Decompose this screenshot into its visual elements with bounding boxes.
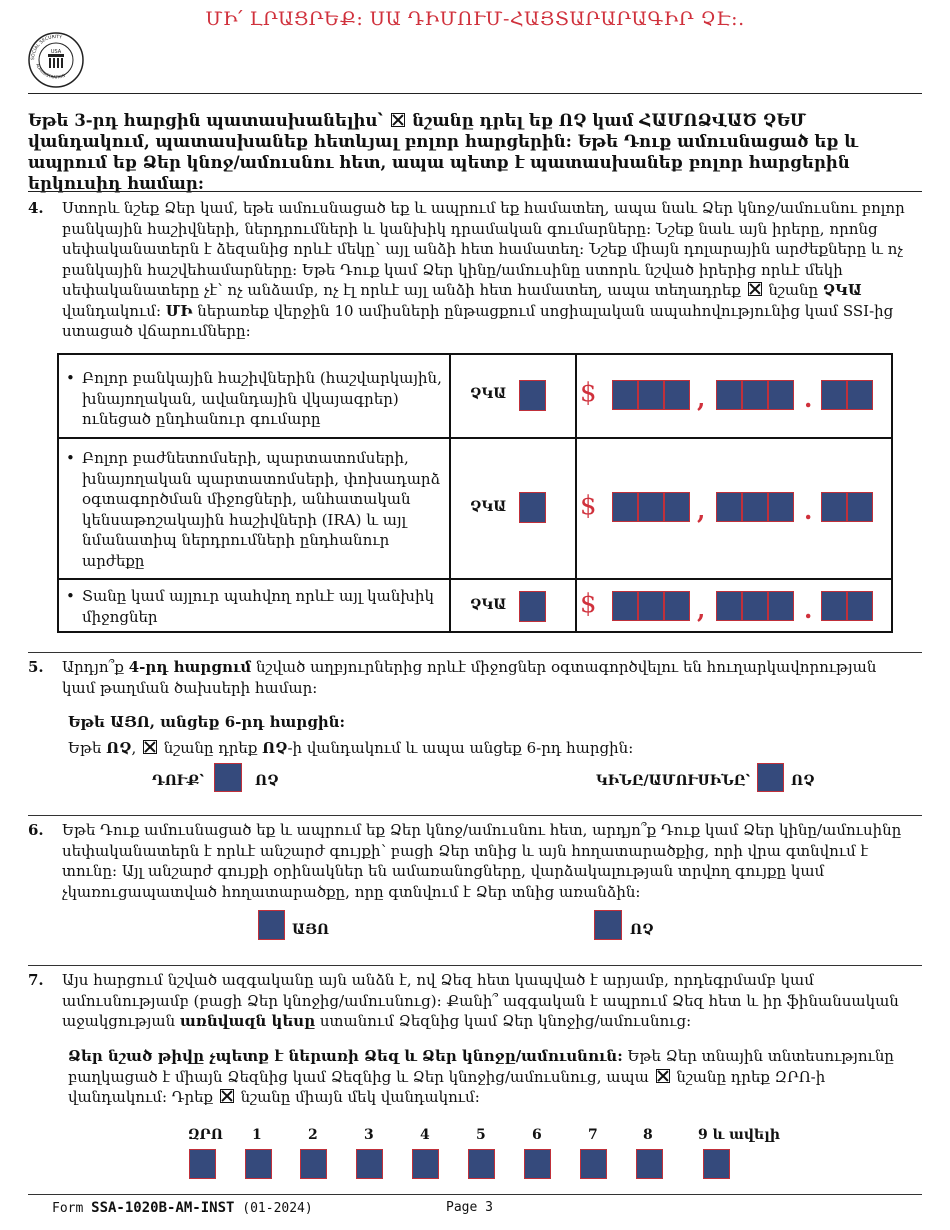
q5-you-no-label: ՈՉ (255, 773, 279, 789)
q7-count-label-3: 3 (364, 1127, 374, 1143)
q7-count-8-checkbox[interactable] (636, 1149, 663, 1179)
q7-count-9-plus-checkbox[interactable] (703, 1149, 730, 1179)
q5-spouse-no-checkbox[interactable] (757, 763, 784, 792)
q5-yes-instruction: Եթե ԱՅՈ, անցեք 6-րդ հարցին: (68, 713, 346, 731)
q4-text: Ստորև նշեք Ձեր կամ, եթե ամուսնացած եք և ապրում եք համատեղ, ապա նաև Ձեր կնոջ/ամուսնու բոլոր բանկային հաշիվների, ներդրումների և կանխիկ դրամական գումարները: Նշեք նաև այն իրերը, որոնց սեփականատերն է ձեզանից որևէ մեկը՝ այլ անձի հետ համատեղ: Նշեք միայն դոլարային արժեքները և ոչ բանկային հաշվեհամարները: Եթե Դուք կամ Ձեր կինը/ամուսինը ստորև նշված իրերից որևէ մեկի սեփականատերը չէ՝ ոչ անձամբ, ոչ էլ որևէ այլ անձի հետ համատեղ, ապա տեղադրեք նշանը ՉԿԱ վանդակում: ՄԻ ներառեք վերջին 10 ամիսների ընթացքում սոցիալական ապահովությունից կամ SSI-ից ստացած վճարումները: (62, 199, 905, 340)
q7-text: Այս հարցում նշված ազգականը այն անձն է, ով Ձեզ հետ կապված է արյամբ, որդեգրմամբ կամ ամուսնությամբ (բացի Ձեր կնոջից/ամուսնուց): Քանի՞ ազգական է ապրում Ձեզ հետ և իր ֆինանսական աջակցության առնվազն կեսը ստանում Ձեզնից կամ Ձեր կնոջից/ամուսնուց: (62, 971, 899, 1030)
q7-count-label-zero: ԶՐՈ (188, 1127, 223, 1143)
q5-spouse-label: ԿԻՆԸ/ԱՄՈՒՍԻՆԸ՝ (596, 773, 750, 789)
row-bank-currency: $ (580, 378, 597, 408)
row-investments-cents[interactable] (821, 492, 873, 522)
row-cash-none-label: ՉԿԱ (470, 597, 507, 613)
intro-instructions: Եթե 3-րդ հարցին պատասխանելիս՝ նշանը դրել եք ՈՉ կամ ՀԱՄՈՁՎԱԾ ՉԵՄ վանդակում, պատասխանեք հետևյալ բոլոր հարցերին: Եթե Դուք ամուսնացած եք և ապրում եք Ձեր կնոջ/ամուսնու հետ, ապա պետք է պատասխանեք բոլոր հարցերին երկուսիդ համար: (28, 111, 858, 193)
q5-spouse-no-label: ՈՉ (791, 773, 815, 789)
row-bank-cents[interactable] (821, 380, 873, 410)
row-investments-label: • Բոլոր բաժնետոմսերի, պարտատոմսերի, խնայողական պարտատոմսերի, փոխադարձ օգտագործման միջոցների, անհատական կենսաթոշակային հաշիվների (IRA) և այլ նմանատիպ ներդրումների ընդհանուր արժեքը (82, 448, 442, 571)
q6-text: Եթե Դուք ամուսնացած եք և ապրում եք Ձեր կնոջ/ամուսնու հետ, արդյո՞ք Դուք կամ Ձեր կինը/ամուսինը սեփականատերն է որևէ անշարժ գույքի՝ բացի Ձեր տնից և այն հողատարածքից, որի վրա գտնվում է տունը: Այլ անշարժ գույքի օրինակներ են ամառանոցները, վարձակալության տրվող գույքը կամ չկառուցապատված հողատարածքը, որը գտնվում է Ձեր տնից առանձին: (62, 821, 902, 901)
q7-count-label-6: 6 (532, 1127, 542, 1143)
row-cash-comma: , (697, 595, 706, 624)
q6-number: 6. (28, 821, 44, 839)
do-not-fill-warning: ՄԻ՛ ԼՐԱՑՐԵՔ: ՍԱ ԴԻՄՈՒՄ-ՀԱՅՏԱՐԱՐԱԳԻՐ ՉԷ:. (205, 8, 745, 30)
q7-count-label-7: 7 (588, 1127, 598, 1143)
row-bank-none-checkbox[interactable] (519, 380, 546, 411)
q7-count-label-8: 8 (643, 1127, 653, 1143)
q5-you-label: ԴՈՒՔ՝ (152, 773, 204, 789)
row-bank-dollars-hundreds[interactable] (716, 380, 794, 410)
checkmark-icon (220, 1089, 234, 1103)
section-divider (28, 815, 922, 816)
q6-no-checkbox[interactable] (594, 910, 622, 940)
footer-divider (28, 1194, 922, 1195)
q7-count-label-4: 4 (420, 1127, 430, 1143)
row-bank-accounts-label: • Բոլոր բանկային հաշիվներին (հաշվարկային, խնայողական, ավանդային վկայագրեր) ունեցած ընդհանուր գումարը (82, 368, 442, 430)
row-cash-currency: $ (580, 589, 597, 619)
checkmark-icon (143, 740, 157, 754)
row-investments-dollars-thousands[interactable] (612, 492, 690, 522)
q6-yes-checkbox[interactable] (258, 910, 285, 940)
q5-you-no-checkbox[interactable] (214, 763, 242, 792)
q7-note: Ձեր նշած թիվը չպետք է ներառի Ձեզ և Ձեր կնոջը/ամուսնուն: Եթե Ձեր տնային տնտեսությունը բաղկացած է միայն Ձեզնից կամ Ձեզնից և Ձեր կնոջից/ամուսնուց, ապա նշանը դրեք ԶՐՈ-ի վանդակում: Դրեք նշանը միայն մեկ վանդակում: (68, 1047, 894, 1106)
q6-no-label: ՈՉ (630, 922, 654, 938)
table-col-divider (449, 353, 451, 633)
row-cash-cents[interactable] (821, 591, 873, 621)
q7-count-label-1: 1 (252, 1127, 262, 1143)
q7-count-2-checkbox[interactable] (300, 1149, 327, 1179)
checkmark-icon (656, 1069, 670, 1083)
row-investments-comma: , (697, 496, 706, 525)
q7-count-6-checkbox[interactable] (524, 1149, 551, 1179)
q7-count-label-2: 2 (308, 1127, 318, 1143)
q7-count-1-checkbox[interactable] (245, 1149, 272, 1179)
q4-number: 4. (28, 199, 44, 217)
q7-number: 7. (28, 971, 44, 989)
q7-count-3-checkbox[interactable] (356, 1149, 383, 1179)
section-divider (28, 965, 922, 966)
q6-yes-label: ԱՅՈ (292, 922, 330, 938)
checkmark-icon (391, 113, 405, 127)
row-cash-dollars-hundreds[interactable] (716, 591, 794, 621)
row-bank-none-label: ՉԿԱ (470, 386, 507, 402)
q7-count-7-checkbox[interactable] (580, 1149, 607, 1179)
q7-count-4-checkbox[interactable] (412, 1149, 439, 1179)
svg-text:ADMINISTRATION: ADMINISTRATION (35, 62, 66, 80)
svg-text:SOCIAL SECURITY: SOCIAL SECURITY (30, 34, 63, 61)
checkmark-icon (748, 282, 762, 296)
q7-count-label-9-plus: 9 և ավելի (698, 1127, 780, 1143)
row-cash-dot: . (804, 595, 813, 624)
row-investments-none-checkbox[interactable] (519, 492, 546, 523)
section-divider (28, 191, 922, 192)
table-col-divider (575, 353, 577, 633)
table-row-divider (57, 578, 893, 580)
table-row-divider (57, 437, 893, 439)
row-investments-currency: $ (580, 491, 597, 521)
svg-text:USA: USA (50, 49, 62, 55)
q5-number: 5. (28, 658, 44, 676)
row-bank-comma: , (697, 384, 706, 413)
row-cash-dollars-thousands[interactable] (612, 591, 690, 621)
row-investments-none-label: ՉԿԱ (470, 499, 507, 515)
q7-count-zero-checkbox[interactable] (189, 1149, 216, 1179)
q7-count-5-checkbox[interactable] (468, 1149, 495, 1179)
row-bank-dot: . (804, 384, 813, 413)
form-number: Form SSA-1020B-AM-INST (01-2024) (52, 1200, 313, 1216)
page-number: Page 3 (446, 1200, 493, 1215)
q7-count-label-5: 5 (476, 1127, 486, 1143)
ssa-seal-icon (26, 30, 86, 90)
row-investments-dollars-hundreds[interactable] (716, 492, 794, 522)
row-cash-none-checkbox[interactable] (519, 591, 546, 622)
q5-no-instruction: Եթե ՈՉ, նշանը դրեք ՈՉ-ի վանդակում և ապա անցեք 6-րդ հարցին: (68, 739, 634, 757)
q5-text: Արդյո՞ք 4-րդ հարցում նշված աղբյուրներից որևէ միջոցներ օգտագործվելու են հուղարկավորության կամ թաղման ծախսերի համար: (62, 658, 877, 697)
section-divider (28, 652, 922, 653)
header-divider (28, 93, 922, 94)
row-bank-dollars-thousands[interactable] (612, 380, 690, 410)
row-investments-dot: . (804, 496, 813, 525)
row-cash-label: • Տանը կամ այլուր պահվող որևէ այլ կանխիկ միջոցներ (82, 586, 442, 627)
